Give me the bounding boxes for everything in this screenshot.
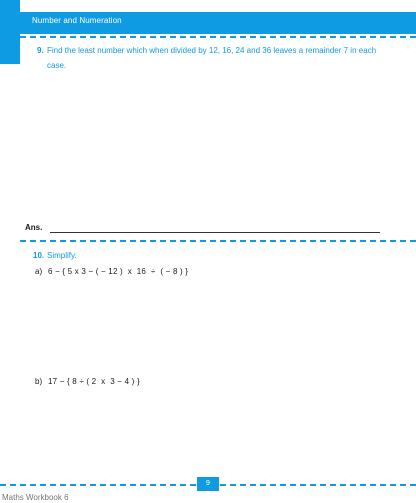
page-number: 9 xyxy=(197,477,219,491)
header-dashed-divider xyxy=(20,36,416,38)
answer-label: Ans. xyxy=(25,223,43,232)
book-title: Maths Workbook 6 xyxy=(2,493,69,502)
question-10-title: Simplify. xyxy=(47,251,77,260)
part-b-expression: 17 − { 8 ÷ ( 2 x 3 − 4 ) } xyxy=(48,377,140,386)
section-dashed-divider xyxy=(20,240,416,242)
question-9-number: 9. xyxy=(37,46,44,55)
question-10-number: 10. xyxy=(33,251,45,260)
part-b-label: b) xyxy=(35,377,43,386)
part-a-label: a) xyxy=(35,267,43,276)
part-a-expression: 6 − { 5 x 3 − ( − 12 ) x 16 ÷ ( − 8 ) } xyxy=(48,267,189,276)
header-bar xyxy=(20,12,416,34)
chapter-title: Number and Numeration xyxy=(32,16,122,25)
answer-line[interactable] xyxy=(50,232,380,233)
question-9-text: Find the least number which when divided by 12, 16, 24 and 36 leaves a remainder 7 in each case. xyxy=(47,46,377,70)
corner-accent-block xyxy=(0,0,20,64)
